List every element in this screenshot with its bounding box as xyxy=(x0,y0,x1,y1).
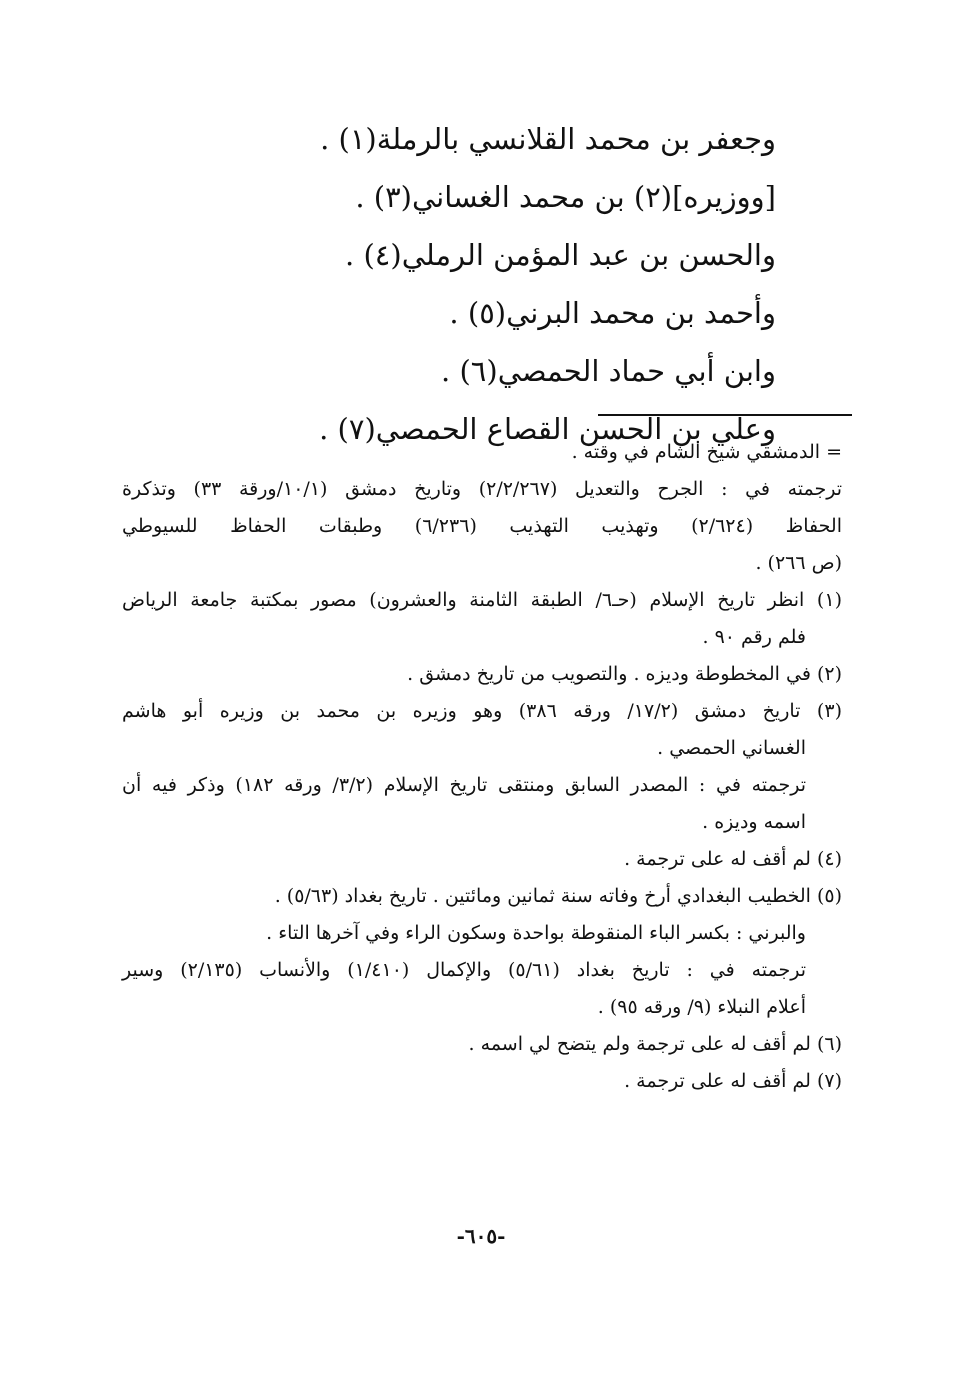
main-text xyxy=(156,110,776,458)
footnote-line: (٣) تاريخ دمشق (١٧/٢/ ورقه ٣٨٦) وهو وزيره بن محمد بن وزيره أبو هاشم xyxy=(122,700,842,722)
footnote-line: (٧) لم أقف له على ترجمة . xyxy=(624,1070,842,1092)
main-line: وأحمد بن محمد البرني(٥) . xyxy=(449,296,776,330)
footnote-line: = الدمشقي شيخ الشام في وقته . xyxy=(571,441,842,463)
main-line: وعلي بن الحسن القصاع الحمصي(٧) . xyxy=(319,412,776,446)
footnote-line: الحفاظ (٢/٦٢٤) وتهذيب التهذيب (٦/٢٣٦) وطبقات الحفاظ للسيوطي xyxy=(122,515,842,537)
footnotes xyxy=(122,434,842,1100)
footnote-divider xyxy=(598,414,852,416)
footnote-line: (٦) لم أقف له على ترجمة ولم يتضح لي اسمه . xyxy=(468,1033,842,1055)
footnote-line: الغساني الحمصي . xyxy=(657,737,806,759)
footnote-line: ترجمته في : المصدر السابق ومنتقى تاريخ الإسلام (٣/٢/ ورقه ١٨٢) وذكر فيه أن xyxy=(122,774,806,796)
footnote-line: فلم رقم ٩٠ . xyxy=(702,626,806,648)
main-line: [ووزيره](٢) بن محمد الغساني(٣) . xyxy=(355,180,776,214)
footnote-line: اسمه وديزه . xyxy=(702,811,806,833)
footnote-line: أعلام النبلاء (٩/ ورقه ٩٥) . xyxy=(597,996,806,1018)
main-line: وجعفر بن محمد القلانسي بالرملة(١) . xyxy=(320,122,776,156)
main-line: والحسن بن عبد المؤمن الرملي(٤) . xyxy=(345,238,776,272)
page-number: -٦٠٥- xyxy=(456,1224,506,1248)
footnote-line: (٤) لم أقف له على ترجمة . xyxy=(624,848,842,870)
main-line: وابن أبي حماد الحمصي(٦) . xyxy=(441,354,776,388)
footnote-line: (٢) في المخطوطة وديزه . والتصويب من تاريخ دمشق . xyxy=(407,663,842,685)
footnote-line: (٥) الخطيب البغدادي أرخ وفاته سنة ثمانين ومائتين . تاريخ بغداد (٥/٦٣) . xyxy=(274,885,842,907)
footnote-line: (١) انظر تاريخ الإسلام (حـ٦/ الطبقة الثامنة والعشرون) مصور بمكتبة جامعة الرياض xyxy=(122,589,842,611)
footnote-line: ترجمته في : تاريخ بغداد (٥/٦١) والإكمال (١/٤١٠) والأنساب (٢/١٣٥) وسير xyxy=(122,959,807,981)
footnote-line: ترجمته في : الجرح والتعديل (٢/٢/٢٦٧) وتاريخ دمشق (١٠/١/ورقة ٣٣) وتذكرة xyxy=(122,478,843,500)
footnote-line: والبرني : بكسر الباء المنقوطة بواحدة وسكون الراء وفي آخرها التاء . xyxy=(266,922,806,944)
footnote-line: (ص ٢٦٦) . xyxy=(755,552,842,574)
